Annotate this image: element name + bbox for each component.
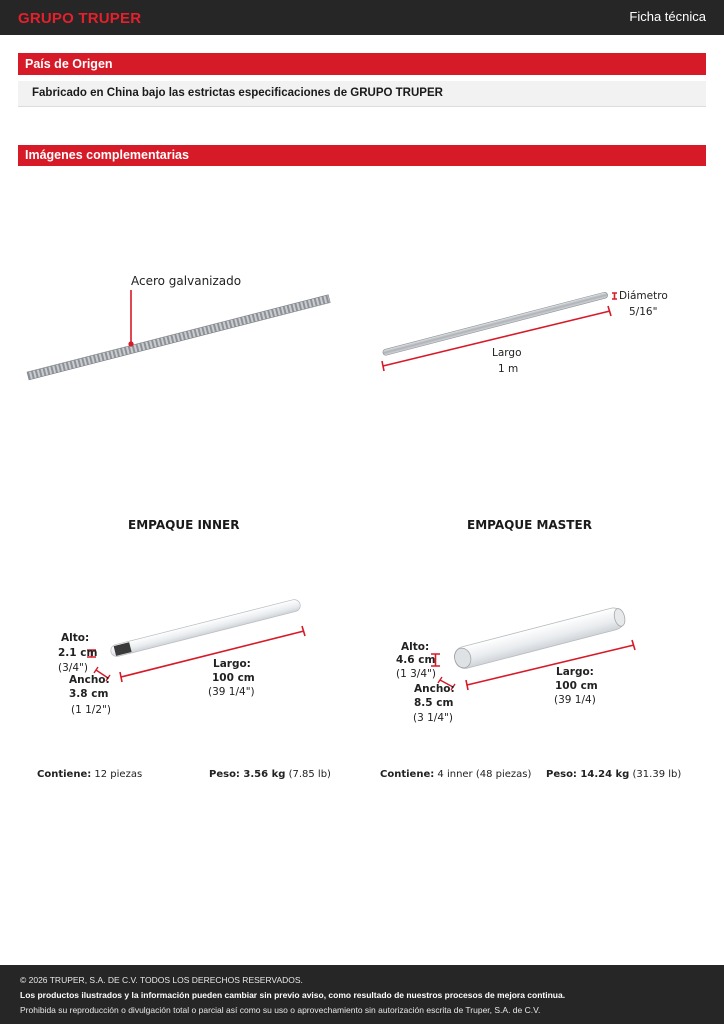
master-ancho-in: (3 1/4") (413, 712, 453, 724)
master-contents-label: Contiene: (380, 769, 435, 780)
length-label: Largo (492, 347, 522, 359)
inner-largo-in: (39 1/4") (208, 686, 255, 698)
master-ancho-label: Ancho: (414, 683, 455, 695)
inner-weight-value: (7.85 lb) (288, 769, 331, 780)
master-alto-label: Alto: (401, 641, 430, 653)
master-alto-in: (1 3/4") (396, 668, 436, 680)
master-weight-value: (31.39 lb) (632, 769, 682, 780)
brand-logo[interactable]: GRUPO TRUPER (18, 10, 142, 27)
master-ancho-cm: 8.5 cm (414, 697, 454, 709)
footer-prohibition: Prohibida su reproducción o divulgación total o parcial así como su uso o aprovechamiento sin autorización escrita de Truper, S.A. de C.V. (20, 1005, 541, 1015)
footer-notice: Los productos ilustrados y la información pueden cambiar sin previo aviso, como resultado de nuestros procesos de mejora continua. (20, 990, 566, 1000)
master-weight (546, 769, 681, 780)
master-package-image (431, 606, 635, 690)
inner-alto-in: (3/4") (58, 662, 88, 674)
inner-ancho-cm: 3.8 cm (69, 688, 109, 700)
master-alto-cm: 4.6 cm (396, 654, 436, 666)
inner-largo-cm: 100 cm (212, 672, 255, 684)
inner-ancho-in: (1 1/2") (71, 704, 111, 716)
inner-package-title: EMPAQUE INNER (128, 518, 240, 532)
origin-section-title: País de Origen (18, 53, 706, 75)
master-package-title: EMPAQUE MASTER (467, 518, 592, 532)
master-largo-in: (39 1/4) (554, 694, 596, 706)
master-largo-label: Largo: (556, 666, 594, 678)
footer-bar (0, 965, 724, 1024)
images-section-title: Imágenes complementarias (18, 145, 706, 166)
master-contents-value: 4 inner (48 piezas) (437, 769, 532, 780)
rod-dimensions-image (382, 292, 617, 371)
inner-alto-cm: 2.1 cm (58, 647, 98, 659)
document-type-label: Ficha técnica (629, 9, 706, 24)
inner-contents (37, 769, 142, 780)
diameter-value: 5/16" (629, 306, 658, 318)
inner-package-image (87, 598, 305, 682)
origin-text: Fabricado en China bajo las estrictas especificaciones de GRUPO TRUPER (32, 87, 443, 99)
inner-ancho-label: Ancho: (69, 674, 110, 686)
master-weight-label: Peso: 14.24 kg (546, 769, 630, 780)
inner-largo-label: Largo: (213, 658, 251, 670)
master-contents (380, 769, 531, 780)
length-value: 1 m (498, 363, 519, 375)
footer-copyright: © 2026 TRUPER, S.A. DE C.V. TODOS LOS DERECHOS RESERVADOS. (20, 975, 303, 985)
inner-weight (209, 769, 331, 780)
inner-alto-label: Alto: (61, 632, 90, 644)
inner-contents-label: Contiene: (37, 769, 92, 780)
master-largo-cm: 100 cm (555, 680, 598, 692)
inner-contents-value: 12 piezas (94, 769, 143, 780)
threaded-rod-image (27, 290, 330, 380)
material-label: Acero galvanizado (131, 274, 242, 288)
diameter-label: Diámetro (619, 290, 668, 302)
inner-weight-label: Peso: 3.56 kg (209, 769, 286, 780)
